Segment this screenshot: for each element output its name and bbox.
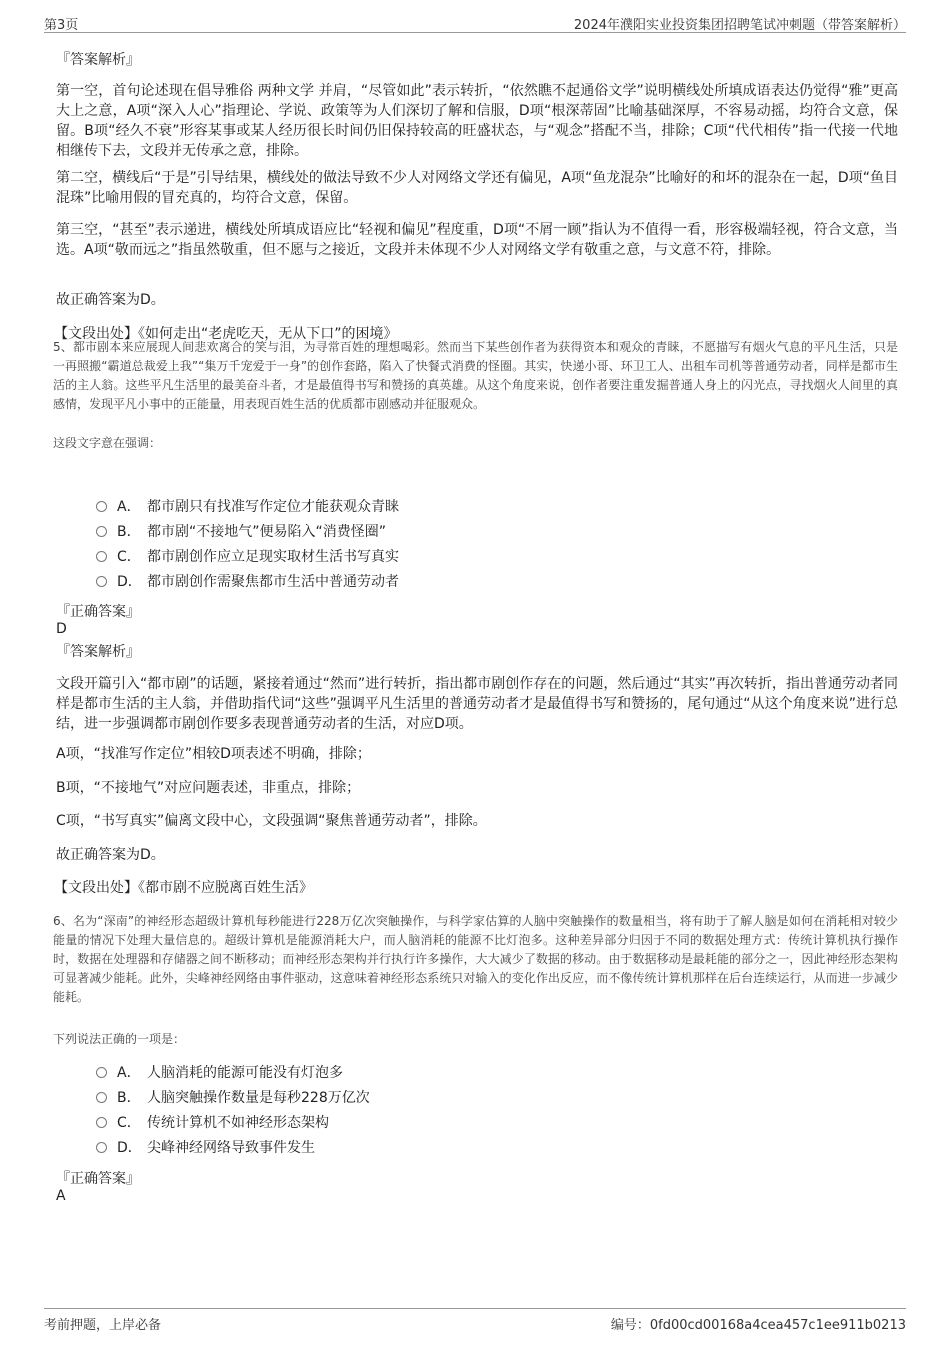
page-footer [44, 1308, 906, 1331]
source-citation: 【文段出处】《如何走出“老虎吃天，无从下口”的困境》 [54, 326, 398, 342]
analysis-conclusion: 故正确答案为D。 [56, 847, 165, 863]
radio-button-icon[interactable] [96, 1117, 107, 1128]
option-text: 都市剧创作需聚焦都市生活中普通劳动者 [147, 574, 399, 590]
analysis-paragraph: 第一空，首句论述现在倡导雅俗 两种文学 并肩，“尽管如此”表示转折，“依然瞧不起通俗文学”说明横线处所填成语表达仍觉得“雅”更高大上之意，A项“深入人心”指理论、学说、政策等为人们深切了解和信服，D项“根深蒂固”比喻基础深厚，不容易动摇，均符合文意，保留。B项“经久不衰”形容某事或某人经历很长时间仍旧保持较高的旺盛状态，与“观念”搭配不当，排除；C项“代代相传”指一代接一代地相继传下去，文段并无传承之意，排除。 [56, 83, 898, 159]
radio-button-icon[interactable] [96, 1067, 107, 1078]
option-text: 都市剧“不接地气”便易陷入“消费怪圈” [147, 524, 387, 540]
option-text: 传统计算机不如神经形态架构 [147, 1115, 329, 1131]
option-b[interactable] [96, 1088, 370, 1108]
radio-button-icon[interactable] [96, 576, 107, 587]
option-text: 尖峰神经网络导致事件发生 [147, 1140, 315, 1156]
analysis-conclusion: 故正确答案为D。 [56, 292, 165, 308]
question-prompt: 下列说法正确的一项是： [53, 1032, 186, 1046]
option-text: 人脑消耗的能源可能没有灯泡多 [147, 1065, 343, 1081]
option-key: A． [117, 499, 141, 515]
analysis-paragraph: 第二空，横线后“于是”引导结果，横线处的做法导致不少人对网络文学还有偏见，A项“鱼龙混杂”比喻好的和坏的混杂在一起，D项“鱼目混珠”比喻用假的冒充真的，均符合文意，保留。 [56, 170, 898, 206]
question-text: 5、都市剧本来应展现人间悲欢离合的笑与泪，为寻常百姓的理想喝彩。然而当下某些创作者为获得资本和观众的青睐，不愿描写有烟火气息的平凡生活，只是一再照搬“霸道总裁爱上我”“集万千宠爱于一身”的创作套路，陷入了快餐式消费的怪圈。其实，快递小哥、环卫工人、出租车司机等普通劳动者，同样是都市生活的主人翁。这些平凡生活里的最美奋斗者，才是最值得书写和赞扬的真英雄。从这个角度来说，创作者要注重发掘普通人身上的闪光点，寻找烟火人间里的真感情，发现平凡小事中的正能量，用表现百姓生活的优质都市剧感动并征服观众。 [53, 340, 898, 411]
document-id: 编号：0fd00cd00168a4cea457c1ee911b0213 [610, 1318, 906, 1333]
option-key: D． [117, 1140, 142, 1156]
option-key: A． [117, 1065, 141, 1081]
radio-button-icon[interactable] [96, 1142, 107, 1153]
correct-answer-label: 『正确答案』 [56, 604, 140, 620]
option-key: B． [117, 524, 141, 540]
radio-button-icon[interactable] [96, 551, 107, 562]
source-citation: 【文段出处】《都市剧不应脱离百姓生活》 [54, 880, 313, 896]
option-key: D． [117, 574, 142, 590]
analysis-paragraph: C项，“书写真实”偏离文段中心，文段强调“聚焦普通劳动者”，排除。 [56, 813, 487, 829]
radio-button-icon[interactable] [96, 1092, 107, 1103]
analysis-paragraph: B项，“不接地气”对应问题表述，非重点，排除； [56, 780, 361, 796]
option-c[interactable] [96, 1113, 329, 1133]
option-d[interactable] [96, 572, 399, 592]
analysis-paragraph: 第三空，“甚至”表示递进，横线处所填成语应比“轻视和偏见”程度重，D项“不屑一顾”指认为不值得一看，形容极端轻视，符合文意，当选。A项“敬而远之”指虽然敬重，但不愿与之接近，文段并未体现不少人对网络文学有敬重之意，与文意不符，排除。 [56, 222, 898, 258]
question-prompt: 这段文字意在强调： [53, 436, 162, 450]
option-text: 人脑突触操作数量是每秒228万亿次 [147, 1090, 370, 1106]
option-a[interactable] [96, 1063, 343, 1083]
question-text: 6、名为“深南”的神经形态超级计算机每秒能进行228万亿次突触操作，与科学家估算的人脑中突触操作的数量相当，将有助于了解人脑是如何在消耗相对较少能量的情况下处理大量信息的。超级计算机是能源消耗大户，而人脑消耗的能源不比灯泡多。这种差异部分归因于不同的数据处理方式：传统计算机执行操作时，数据在处理器和存储器之间不断移动；而神经形态架构并行执行许多操作，大大减少了数据的移动。由于数据移动是最耗能的部分之一，因此神经形态架构可显著减少能耗。此外，尖峰神经网络由事件驱动，这意味着神经形态系统只对输入的变化作出反应，而不像传统计算机那样在后台连续运行，从而进一步减少能耗。 [53, 914, 898, 1004]
footer-slogan: 考前押题，上岸必备 [44, 1318, 162, 1333]
correct-answer: D [56, 621, 67, 637]
correct-answer-label: 『正确答案』 [56, 1171, 140, 1187]
option-c[interactable] [96, 547, 399, 567]
option-key: B． [117, 1090, 141, 1106]
option-b[interactable] [96, 522, 386, 542]
document-title: 2024年濮阳实业投资集团招聘笔试冲刺题（带答案解析） [573, 18, 906, 33]
analysis-paragraph: A项，“找准写作定位”相较D项表述不明确，排除； [56, 746, 371, 762]
analysis-label: 『答案解析』 [56, 644, 140, 660]
option-key: C． [117, 549, 141, 565]
option-a[interactable] [96, 497, 399, 517]
analysis-label: 『答案解析』 [56, 52, 140, 68]
option-text: 都市剧只有找准写作定位才能获观众青睐 [147, 499, 399, 515]
radio-button-icon[interactable] [96, 501, 107, 512]
analysis-paragraph: 文段开篇引入“都市剧”的话题，紧接着通过“然而”进行转折，指出都市剧创作存在的问题，然后通过“其实”再次转折，指出普通劳动者同样是都市生活的主人翁，并借助指代词“这些”强调平凡生活里的普通劳动者才是最值得书写和赞扬的，尾句通过“从这个角度来说”进行总结，进一步强调都市剧创作要多表现普通劳动者的生活，对应D项。 [56, 676, 898, 732]
option-text: 都市剧创作应立足现实取材生活书写真实 [147, 549, 399, 565]
page-header [44, 12, 906, 33]
correct-answer: A [56, 1188, 66, 1204]
page-number: 第3页 [44, 18, 79, 33]
option-key: C． [117, 1115, 141, 1131]
radio-button-icon[interactable] [96, 526, 107, 537]
option-d[interactable] [96, 1138, 315, 1158]
